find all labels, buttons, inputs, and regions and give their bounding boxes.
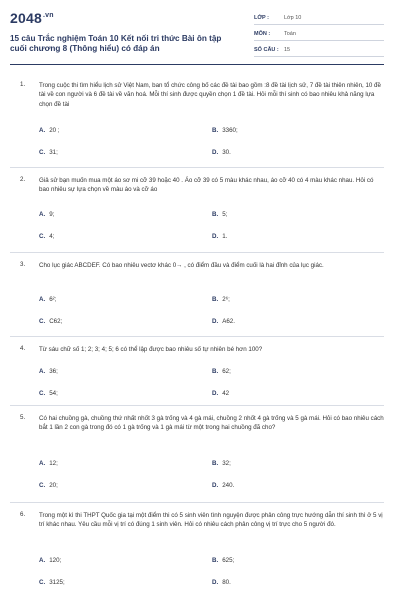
meta-count-row <box>254 44 384 57</box>
option-text: 30. <box>222 149 231 156</box>
question-number: 1. <box>20 81 26 88</box>
option-d[interactable] <box>212 149 231 156</box>
question-divider <box>10 502 384 503</box>
option-c[interactable] <box>39 579 65 586</box>
option-letter: B. <box>212 460 219 467</box>
subject-label: MÔN : <box>254 31 271 37</box>
option-letter: A. <box>39 296 46 303</box>
option-a[interactable] <box>39 127 60 134</box>
option-a[interactable] <box>39 557 61 564</box>
option-d[interactable] <box>212 390 229 397</box>
option-letter: D. <box>212 318 219 325</box>
question-number: 3. <box>20 261 26 268</box>
option-letter: C. <box>39 318 46 325</box>
option-d[interactable] <box>212 233 227 240</box>
question-text: Trong cuộc thi tìm hiểu lịch sử Việt Nam, ban tổ chức công bố các đề tài bao gồm :8 đề tài lịch sử, 7 đề tài thiên nhiên, 10 đề tài về con người và 6 đề tài về văn hoá. Mỗi thí sinh được quyền chọn 1 đề tài. Hỏi mỗi thí sinh có bao nhiêu khả năng lựa chọn đề tài <box>39 82 381 108</box>
option-text: 1. <box>222 233 228 240</box>
class-label: LỚP : <box>254 15 269 21</box>
site-logo[interactable] <box>10 10 54 26</box>
option-letter: B. <box>212 211 219 218</box>
option-letter: D. <box>212 233 219 240</box>
option-text: 2⁶; <box>222 296 230 303</box>
option-text: 3125; <box>49 579 65 586</box>
option-a[interactable] <box>39 296 56 303</box>
meta-subject-row <box>254 28 384 41</box>
question-number: 6. <box>20 511 26 518</box>
option-text: 20; <box>49 482 58 489</box>
question-number: 5. <box>20 414 26 421</box>
question-divider <box>10 336 384 337</box>
option-letter: D. <box>212 390 219 397</box>
subject-value: Toán <box>284 31 296 37</box>
option-b[interactable] <box>212 296 230 303</box>
meta-box <box>254 12 384 60</box>
count-value: 15 <box>284 47 291 53</box>
question-divider <box>10 252 384 253</box>
option-text: 6²; <box>49 296 57 303</box>
option-letter: C. <box>39 579 46 586</box>
option-text: 240. <box>222 482 235 489</box>
option-text: 36; <box>49 368 58 375</box>
logo-text: 2048 <box>10 10 42 26</box>
option-text: 54; <box>49 390 58 397</box>
option-letter: B. <box>212 127 219 134</box>
option-letter: D. <box>212 482 219 489</box>
option-c[interactable] <box>39 149 58 156</box>
class-value: Lớp 10 <box>284 15 302 21</box>
question-divider <box>10 167 384 168</box>
question-text: Giả sử bạn muốn mua một áo sơ mi cỡ 39 hoặc 40 . Áo cỡ 39 có 5 màu khác nhau, áo cỡ 40 có 4 màu khác nhau. Hỏi có bao nhiêu sự lựa chọn về màu áo và cỡ áo <box>39 177 374 194</box>
option-a[interactable] <box>39 368 58 375</box>
option-d[interactable] <box>212 318 235 325</box>
option-c[interactable] <box>39 318 62 325</box>
option-b[interactable] <box>212 127 238 134</box>
option-text: 42 <box>222 390 230 397</box>
option-text: 3360; <box>222 127 238 134</box>
document-title: 15 câu Trắc nghiệm Toán 10 Kết nối tri thức Bài ôn tập cuối chương 8 (Thông hiểu) có đáp án <box>10 34 222 53</box>
meta-class-row <box>254 12 384 25</box>
option-letter: A. <box>39 368 46 375</box>
option-letter: C. <box>39 233 46 240</box>
option-letter: D. <box>212 149 219 156</box>
option-c[interactable] <box>39 233 54 240</box>
option-b[interactable] <box>212 557 234 564</box>
option-text: C62; <box>49 318 63 325</box>
option-text: 32; <box>222 460 231 467</box>
option-letter: A. <box>39 557 46 564</box>
option-d[interactable] <box>212 482 234 489</box>
option-text: 9; <box>49 211 55 218</box>
question-text: Có hai chuồng gà, chuồng thứ nhất nhốt 3 gà trống và 4 gà mái, chuồng 2 nhốt 4 gà trống và 5 gà mái. Hỏi có bao nhiêu cách bắt 1 lần 2 con gà trong đó có 1 gà trống và 1 gà mái từ một trong hai chuồng đã cho? <box>39 415 384 432</box>
option-a[interactable] <box>39 460 58 467</box>
option-text: 31; <box>49 149 58 156</box>
option-text: 4; <box>49 233 55 240</box>
option-text: A62. <box>222 318 235 325</box>
option-text: 62; <box>222 368 231 375</box>
count-label: SỐ CÂU : <box>254 47 279 53</box>
option-text: 5; <box>222 211 228 218</box>
option-letter: B. <box>212 557 219 564</box>
option-b[interactable] <box>212 211 227 218</box>
option-text: 120; <box>49 557 62 564</box>
option-b[interactable] <box>212 368 231 375</box>
option-letter: A. <box>39 127 46 134</box>
option-letter: B. <box>212 368 219 375</box>
option-letter: A. <box>39 211 46 218</box>
question-number: 2. <box>20 176 26 183</box>
logo-tld: .vn <box>42 12 54 20</box>
option-d[interactable] <box>212 579 231 586</box>
question-text: Từ sáu chữ số 1; 2; 3; 4; 5; 6 có thể lập được bao nhiêu số tự nhiên bé hơn 100? <box>39 346 263 353</box>
question-number: 4. <box>20 345 26 352</box>
option-c[interactable] <box>39 390 58 397</box>
option-a[interactable] <box>39 211 54 218</box>
option-b[interactable] <box>212 460 231 467</box>
option-c[interactable] <box>39 482 58 489</box>
option-letter: C. <box>39 390 46 397</box>
option-letter: C. <box>39 482 46 489</box>
question-divider <box>10 405 384 406</box>
option-text: 12; <box>49 460 58 467</box>
question-text: Trong một kì thi THPT Quốc gia tại một điểm thi có 5 sinh viên tình nguyện được phân công trực hướng dẫn thí sinh thì ở 5 vị trí khác nhau. Yêu cầu mỗi vị trí có đúng 1 sinh viên. Hỏi có nhiêu cách phân công vị trí trực cho 5 người đó. <box>39 512 383 529</box>
question-text: Cho lục giác ABCDEF. Có bao nhiêu vectơ khác 0→ , có điểm đầu và điểm cuối là hai đỉnh của lục giác. <box>39 262 324 269</box>
option-letter: A. <box>39 460 46 467</box>
option-text: 625; <box>222 557 235 564</box>
option-text: 20 ; <box>49 127 60 134</box>
option-letter: C. <box>39 149 46 156</box>
header-divider <box>10 64 384 65</box>
option-text: 80. <box>222 579 231 586</box>
option-letter: B. <box>212 296 219 303</box>
option-letter: D. <box>212 579 219 586</box>
